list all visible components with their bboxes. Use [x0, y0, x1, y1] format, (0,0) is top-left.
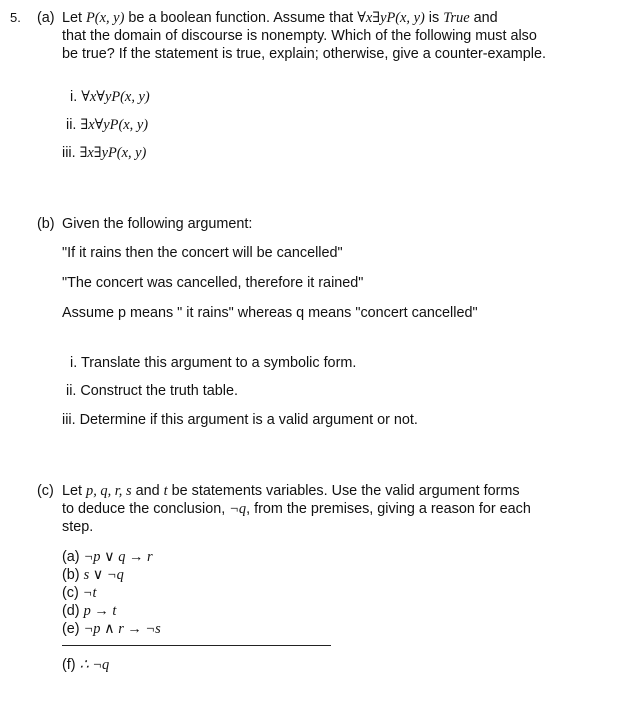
part-a-line-2: that the domain of discourse is nonempty. Which of the following must also	[62, 28, 537, 44]
premise-b	[62, 566, 124, 584]
part-c-line-3: step.	[62, 519, 94, 535]
text: be statements variables. Use the valid argument forms	[167, 483, 520, 499]
item-label: i.	[70, 89, 78, 105]
premise-c	[62, 584, 97, 602]
part-c-line-2	[62, 500, 531, 518]
item-label: i.	[70, 355, 78, 371]
item-expr: ∀x∀yP(x, y)	[81, 89, 150, 105]
item-text: Translate this argument to a symbolic form.	[80, 355, 357, 371]
conclusion-label: (f)	[62, 657, 76, 673]
part-c-label: (c)	[37, 483, 54, 499]
item-label: ii.	[66, 383, 77, 399]
item-label: ii.	[66, 117, 77, 133]
part-a-line-3: be true? If the statement is true, explain; otherwise, give a counter-example.	[62, 46, 546, 62]
premise-expr: ¬p ∨ q → r	[83, 549, 153, 565]
part-b-item-iii	[62, 411, 418, 429]
item-expr: ∃x∃yP(x, y)	[79, 145, 147, 161]
premise-expr: s ∨ ¬q	[83, 567, 124, 583]
premise-a	[62, 548, 153, 566]
premise-label: (e)	[62, 621, 80, 637]
part-a-label: (a)	[37, 10, 55, 26]
math-assumption: ∀x∃yP(x, y)	[357, 10, 425, 26]
math-t: t	[163, 483, 168, 499]
premise-d	[62, 602, 116, 620]
part-b-quote-2: "The concert was cancelled, therefore it rained"	[62, 275, 364, 291]
part-a-item-i	[70, 88, 150, 106]
part-b-intro: Given the following argument:	[62, 216, 253, 232]
part-b-assume: Assume p means " it rains" whereas q means "concert cancelled"	[62, 305, 478, 321]
conclusion	[62, 656, 109, 674]
text: and	[469, 10, 498, 26]
part-a-item-iii	[62, 144, 146, 162]
premise-expr: p → t	[83, 603, 117, 619]
item-label: iii.	[62, 412, 76, 428]
premise-label: (d)	[62, 603, 80, 619]
question-number: 5.	[10, 10, 21, 25]
part-b-quote-1: "If it rains then the concert will be cancelled"	[62, 245, 343, 261]
math-p-xy: P(x, y)	[86, 10, 125, 26]
text: Let	[62, 10, 87, 26]
text: to deduce the conclusion,	[62, 501, 230, 517]
part-a-item-ii	[66, 116, 148, 134]
text: and	[131, 483, 164, 499]
text: , from the premises, giving a reason for each	[246, 501, 531, 517]
part-a-line-1	[62, 9, 498, 27]
math-true: True	[443, 10, 470, 26]
premise-expr: ¬t	[82, 585, 97, 601]
premise-label: (c)	[62, 585, 79, 601]
premise-expr: ¬p ∧ r → ¬s	[83, 621, 161, 637]
premise-label: (a)	[62, 549, 80, 565]
item-expr: ∃x∀yP(x, y)	[80, 117, 149, 133]
part-c-line-1	[62, 482, 520, 500]
text: be a boolean function. Assume that	[124, 10, 358, 26]
item-label: iii.	[62, 145, 76, 161]
text: Let	[62, 483, 87, 499]
conclusion-expr: ∴ ¬q	[79, 657, 110, 673]
part-b-item-ii	[66, 382, 238, 400]
math-not-q: ¬q	[229, 501, 247, 517]
text: is	[424, 10, 444, 26]
conclusion-divider	[62, 645, 331, 646]
item-text: Determine if this argument is a valid argument or not.	[79, 412, 418, 428]
item-text: Construct the truth table.	[80, 383, 238, 399]
premise-e	[62, 620, 161, 638]
premise-label: (b)	[62, 567, 80, 583]
part-b-label: (b)	[37, 216, 55, 232]
part-b-item-i	[70, 354, 356, 372]
math-variables: p, q, r, s	[86, 483, 132, 499]
